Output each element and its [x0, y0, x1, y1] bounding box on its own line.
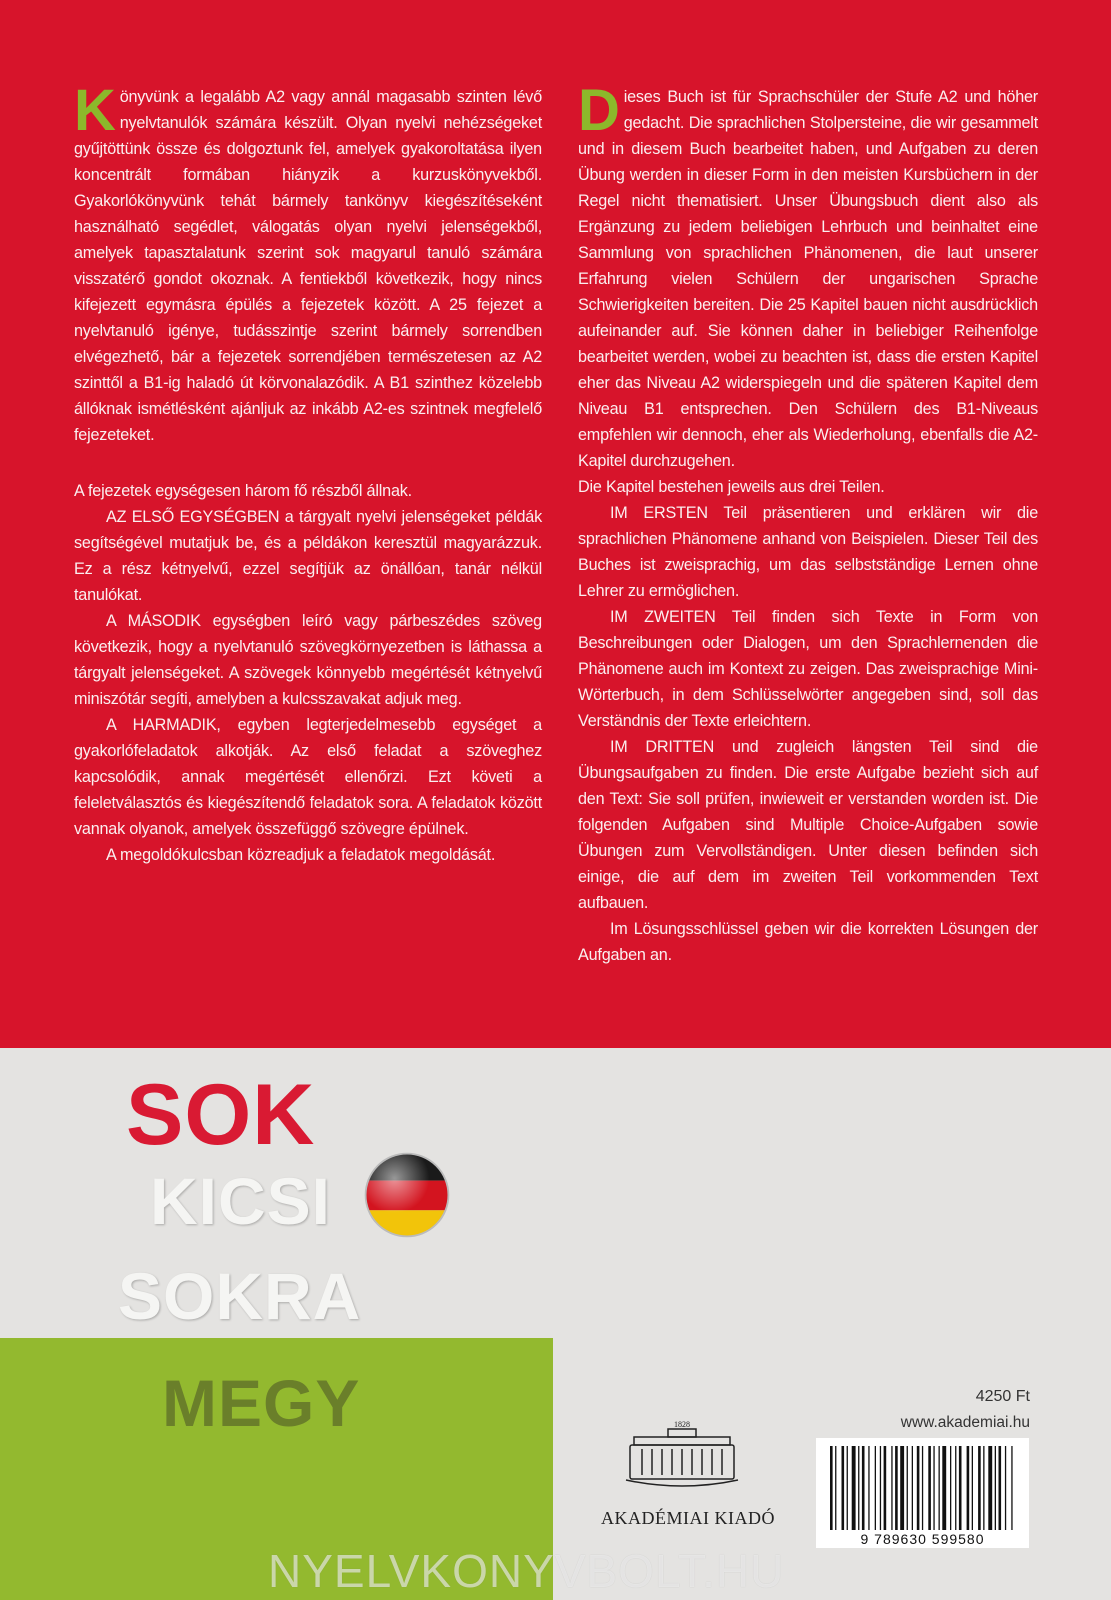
german-paragraph-1-text: ieses Buch ist für Sprachschüler der Stufe A2 und höher gedacht. Die sprachlichen Stolpersteine, die wir gesammelt und in diesem Buch bearbeitet haben, und Aufgaben zu deren Übung werden in dieser Form in den meisten Kursbüchern in der Regel nicht thematisiert. Unser Übungsbuch dient also als Ergänzung zu jedem beliebigen Lehrbuch und beinhaltet eine Sammlung von sprachlichen Phänomenen, die laut unserer Erfahrung vielen Schülern der ungarischen Sprache Schwierigkeiten bereiten. Die 25 Kapitel bauen nicht ausdrücklich aufeinander auf. Sie können daher in beliebiger Reihenfolge bearbeitet werden, wobei zu beachten ist, dass die ersten Kapitel eher das Niveau A2 widerspiegeln und die späteren Kapitel dem Niveau B1 entsprechen. Den Schülern des B1-Niveaus empfehlen wir dennoch, eher als Wiederholung, ebenfalls die A2-Kapitel durchzugehen. [578, 88, 1038, 470]
german-paragraph-3: IM ERSTEN Teil präsentieren und erklären wir die sprachlichen Phänomene anhand von Beispielen. Dieser Teil des Buches ist zweisprachig, um das selbstständige Lernen ohne Lehrer zu ermöglichen. [578, 504, 1038, 600]
hungarian-text-column [74, 78, 542, 868]
hungarian-paragraph-4: A MÁSODIK egységben leíró vagy párbeszédes szöveg következik, hogy a nyelvtanuló szövegkörnyezetben is láthassa a tárgyalt jelenségeket. A szövegek könnyebb megértését kétnyelvű miniszótár segíti, amelyben a kulcsszavakat adjuk meg. [74, 612, 542, 708]
hungarian-paragraph-1-text: önyvünk a legalább A2 vagy annál magasabb szinten lévő nyelvtanulók számára készült. Olyan nyelvi nehézségeket gyűjtöttünk össze és dolgoztunk fel, amelyek gyakoroltatása ilyen koncentrált formában hiányzik a kurzuskönyvekből. Gyakorlókönyvünk tehát bármely tankönyv kiegészítéseként használható segédlet, válogatás olyan nyelvi jelenségekből, amelyek tapasztalatunk szerint sok magyarul tanuló számára visszatérő gondot okoznak. A fentiekből következik, hogy nincs kifejezett egymásra épülés a fejezetek között. A 25 fejezet a nyelvtanuló igénye, tudásszintje szerint bármely sorrendben elvégezhető, bár a fejezetek sorrendjében természetesen az A2 szinttől a B1-ig haladó út körvonalazódik. A B1 szinthez közelebb állóknak ismétlésként ajánljuk az inkább A2-es szintnek megfelelő fejezeteket. [74, 88, 542, 444]
german-text-column [578, 78, 1038, 968]
german-paragraph-1 [578, 78, 1038, 474]
title-word-sok: SOK [126, 1067, 316, 1163]
publisher-year: 1828 [674, 1420, 690, 1429]
title-word-kicsi: KICSI [150, 1164, 332, 1238]
website-url: www.akademiai.hu [900, 1414, 1030, 1431]
hungarian-paragraph-2: A fejezetek egységesen három fő részből állnak. [74, 482, 412, 500]
german-flag-icon [362, 1150, 452, 1240]
title-word-megy: MEGY [162, 1366, 361, 1440]
hungarian-paragraph-3: AZ ELSŐ EGYSÉGBEN a tárgyalt nyelvi jelenségeket példák segítségével mutatjuk be, és a példákon keresztül magyarázzuk. Ez a rész kétnyelvű, ezzel segítjük az önállóan, tanár nélkül tanulókat. [74, 508, 542, 604]
hungarian-paragraph-1 [74, 78, 542, 448]
price-label: 4250 Ft [975, 1388, 1030, 1405]
german-dropcap: D [578, 78, 620, 143]
title-word-sokra: SOKRA [118, 1259, 362, 1333]
german-paragraph-6: Im Lösungsschlüssel geben wir die korrekten Lösungen der Aufgaben an. [578, 920, 1038, 964]
watermark-text: NYELVKONYVBOLT.HU [268, 1545, 785, 1597]
isbn-number: 9 789630 599580 [816, 1530, 1029, 1548]
german-paragraph-2: Die Kapitel bestehen jeweils aus drei Teilen. [578, 478, 885, 496]
publisher-building-logo [622, 1418, 742, 1490]
publisher-name: AKADÉMIAI KIADÓ [601, 1508, 775, 1528]
hungarian-dropcap: K [74, 78, 116, 143]
hungarian-paragraph-5: A HARMADIK, egyben legterjedelmesebb egységet a gyakorlófeladatok alkotják. Az első feladat a szöveghez kapcsolódik, annak megértését ellenőrzi. Ezt követi a feleletválasztós és kiegészítendő feladatok sora. A feladatok között vannak olyanok, amelyek összefüggő szövegre épülnek. [74, 716, 542, 838]
hungarian-paragraph-6: A megoldókulcsban közreadjuk a feladatok megoldását. [106, 846, 496, 864]
german-paragraph-5: IM DRITTEN und zugleich längsten Teil sind die Übungsaufgaben zu finden. Die erste Aufgabe bezieht sich auf den Text: Sie soll prüfen, inwieweit er verstanden worden ist. Die folgenden Aufgaben sind Multiple Choice-Aufgaben sowie Übungen zum Vervollständigen. Unter diesen befinden sich einige, die auf dem im zweiten Teil vorkommenden Text aufbauen. [578, 738, 1038, 912]
german-paragraph-4: IM ZWEITEN Teil finden sich Texte in Form von Beschreibungen oder Dialogen, um den Sprachlernenden die Phänomene auch im Kontext zu zeigen. Das zweisprachige Mini-Wörterbuch, in dem Schlüsselwörter angegeben sind, soll das Verständnis der Texte erleichtern. [578, 608, 1038, 730]
